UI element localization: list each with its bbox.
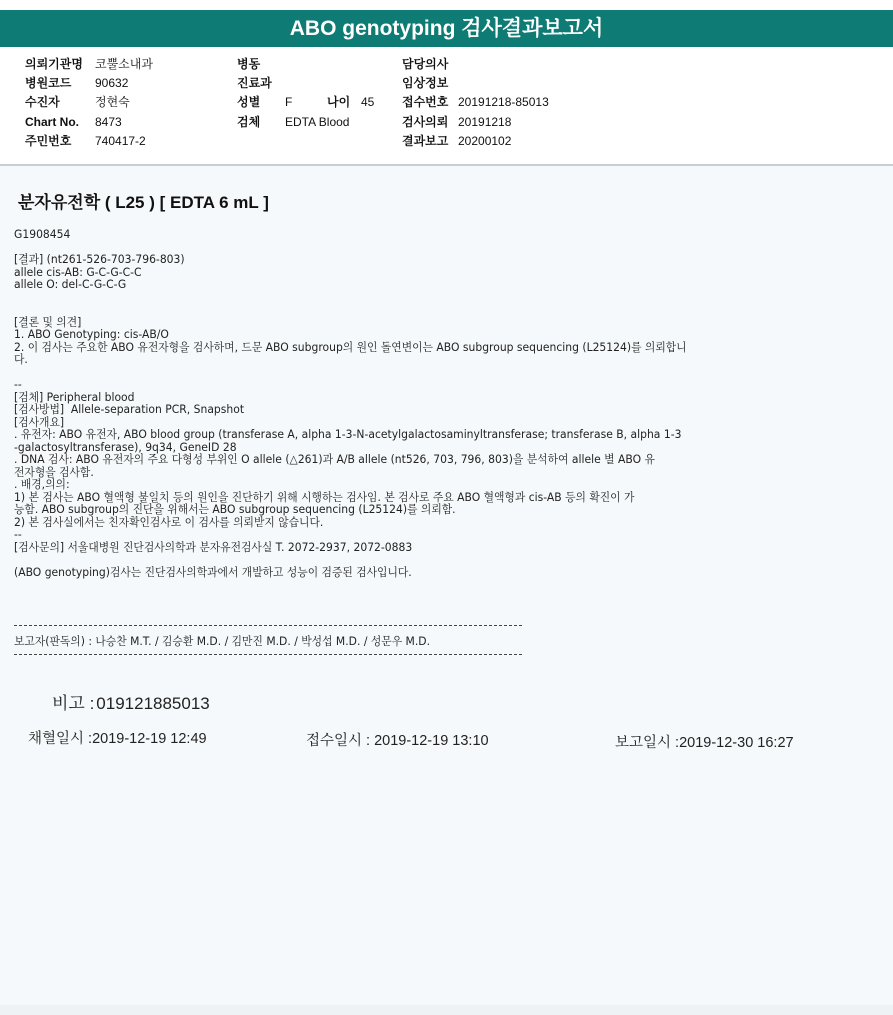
- reported-datetime: 보고일시 :2019-12-30 16:27: [615, 735, 794, 751]
- report-line: [14, 366, 687, 379]
- report-line: -galactosyltransferase), 9q34, GeneID 28: [14, 439, 237, 454]
- report-line: [14, 553, 687, 566]
- field-report-date: 결과보고 20200102: [402, 134, 512, 148]
- collection-datetime: 채혈일시 :2019-12-19 12:49: [28, 731, 207, 747]
- received-datetime: 접수일시 : 2019-12-19 13:10: [306, 733, 489, 749]
- field-age: 나이 45: [327, 95, 375, 109]
- remark: 비고 : 019121885013: [52, 694, 210, 713]
- field-ward: 병동: [237, 57, 261, 71]
- report-text: [14, 228, 687, 578]
- field-institution: 의뢰기관명 코뿔소내과: [25, 57, 153, 71]
- reporter-line: 보고자(판독의) : 나승찬 M.T. / 김승환 M.D. / 김만진 M.D. / 박성섭 M.D. / 성문우 M.D.: [14, 634, 431, 648]
- report-line: [결론 및 의견]: [14, 314, 82, 329]
- report-line: 1) 본 검사는 ABO 혈액형 불일치 등의 원인을 진단하기 위해 시행하는 검사임. 본 검사로 주요 ABO 혈액형과 cis-AB 등의 확진이 가: [14, 489, 635, 504]
- report-line: [14, 303, 687, 316]
- field-resident-number: 주민번호 740417-2: [25, 134, 146, 148]
- field-doctor: 담당의사: [402, 57, 449, 71]
- field-sex: 성별 F: [237, 95, 293, 109]
- report-line: 2) 본 검사실에서는 친자확인검사로 이 검사를 의뢰받지 않습니다.: [14, 514, 324, 529]
- report-line: [검사개요]: [14, 414, 65, 429]
- field-request-date: 검사의뢰 20191218: [402, 115, 512, 129]
- report-line: --: [14, 377, 22, 391]
- field-hospital-code: 병원코드 90632: [25, 76, 129, 90]
- divider-top: [14, 625, 522, 626]
- report-line: 1. ABO Genotyping: cis-AB/O: [14, 327, 169, 341]
- report-line: 다.: [14, 352, 28, 366]
- report-line: 능함. ABO subgroup의 진단을 위해서는 ABO subgroup sequencing (L25124)를 의뢰함.: [14, 502, 456, 516]
- field-department: 진료과: [237, 76, 272, 90]
- report-line: . 배경,의의:: [14, 477, 70, 491]
- report-line: allele O: del-C-G-C-G: [14, 277, 127, 291]
- field-specimen: 검체 EDTA Blood: [237, 115, 350, 129]
- report-line: [14, 291, 687, 304]
- field-chart-no: Chart No. 8473: [25, 115, 122, 129]
- report-line: --: [14, 527, 22, 541]
- field-patient-name: 수진자 정현숙: [25, 95, 130, 109]
- divider-bottom: [14, 654, 522, 655]
- patient-info-header: [0, 47, 893, 166]
- report-line: [검사문의] 서울대병원 진단검사의학과 분자유전검사실 T. 2072-2937, 2072-0883: [14, 539, 413, 554]
- report-line: [결과] (nt261-526-703-796-803): [14, 252, 185, 266]
- report-line: [검사방법] Allele-separation PCR, Snapshot: [14, 402, 245, 416]
- report-line: 2. 이 검사는 주요한 ABO 유전자형을 검사하며, 드문 ABO subgroup의 원인 돌연변이는 ABO subgroup sequencing (L25124)를 의뢰합니: [14, 339, 687, 354]
- report-line: G1908454: [14, 227, 71, 241]
- section-title: 분자유전학 ( L25 ) [ EDTA 6 mL ]: [18, 193, 269, 212]
- report-line: . DNA 검사: ABO 유전자의 주요 다형성 부위인 O allele (△261)과 A/B allele (nt526, 703, 796, 803)을 분석하여 allele 별 ABO 유: [14, 452, 655, 466]
- report-line: allele cis-AB: G-C-G-C-C: [14, 264, 142, 279]
- report-line: . 유전자: ABO 유전자, ABO blood group (transferase A, alpha 1-3-N-acetylgalactosaminyltransferase; transferase B, alpha 1-3: [14, 427, 682, 441]
- report-title: ABO genotyping 검사결과보고서: [0, 10, 893, 47]
- field-clinical-info: 임상정보: [402, 76, 449, 90]
- field-accession-no: 접수번호 20191218-85013: [402, 95, 549, 109]
- report-line: (ABO genotyping)검사는 진단검사의학과에서 개발하고 성능이 검증된 검사입니다.: [14, 564, 412, 579]
- report-line: [검체] Peripheral blood: [14, 389, 135, 404]
- report-line: 전자형을 검사함.: [14, 464, 94, 479]
